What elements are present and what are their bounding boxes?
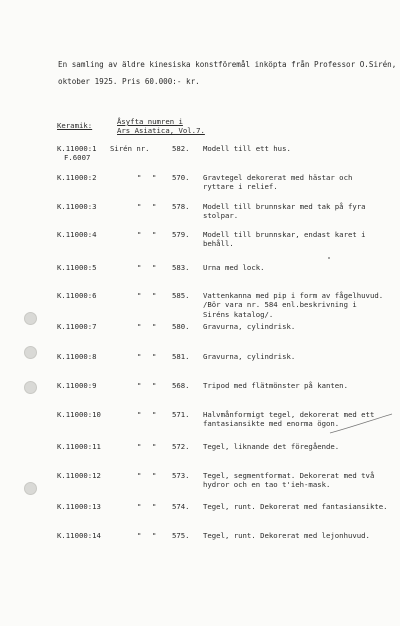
reference-number: 580.: [172, 322, 190, 331]
item-description: stolpar.: [203, 211, 239, 221]
catalog-number: K.11000:5: [57, 263, 97, 272]
item-description: Modell till brunnskar med tak på fyra: [203, 202, 366, 211]
catalog-number: K.11000:12: [57, 471, 101, 480]
ditto-mark: ": [137, 263, 142, 272]
ditto-mark: ": [137, 322, 142, 331]
ditto-mark: ": [137, 442, 142, 451]
ditto-mark: ": [152, 471, 157, 480]
intro-line-1: En samling av äldre kinesiska konstföremål inköpta från Professor O.Sirén,: [58, 60, 397, 69]
reference-number: 575.: [172, 531, 190, 540]
item-description: Tegel, runt. Dekorerat med fantasiansikte.: [203, 502, 388, 511]
ditto-mark: ": [137, 502, 142, 511]
item-description: hydror och en tao t'ieh-mask.: [203, 480, 331, 490]
catalog-number: K.11000:11: [57, 442, 101, 451]
reference-number: 568.: [172, 381, 190, 390]
reference-number: 573.: [172, 471, 190, 480]
reference-heading-line-1: Åsyfta numren i: [117, 117, 183, 126]
ditto-mark: ": [152, 531, 157, 540]
item-description: Gravtegel dekorerat med hästar och: [203, 173, 353, 182]
ditto-mark: ": [152, 291, 157, 300]
ditto-mark: ": [152, 352, 157, 361]
item-description: Tegel, segmentformat. Dekorerat med två: [203, 471, 375, 480]
ditto-mark: ": [137, 291, 142, 300]
item-description: Tegel, runt. Dekorerat med lejonhuvud.: [203, 531, 370, 540]
item-description: Siréns katalog/.: [203, 309, 274, 319]
catalog-number: K.11000:1: [57, 144, 97, 153]
catalog-number: K.11000:6: [57, 291, 97, 300]
item-description: Tripod med flätmönster på kanten.: [203, 381, 348, 390]
reference-number: 582.: [172, 144, 190, 153]
item-description: Modell till ett hus.: [203, 144, 291, 153]
catalog-number: K.11000:10: [57, 410, 101, 419]
ditto-mark: ": [137, 381, 142, 390]
catalog-number: K.11000:7: [57, 322, 97, 331]
ditto-mark: ": [152, 263, 157, 272]
ditto-mark: ": [152, 502, 157, 511]
ditto-mark: ": [152, 442, 157, 451]
ditto-mark: ": [152, 410, 157, 419]
catalog-number-secondary: F.6007: [64, 153, 91, 163]
reference-number: 571.: [172, 410, 190, 419]
reference-number: 578.: [172, 202, 190, 211]
item-description: ryttare i relief.: [203, 182, 278, 192]
ditto-mark: ": [152, 322, 157, 331]
ditto-mark: ": [137, 471, 142, 480]
catalog-number: K.11000:14: [57, 531, 101, 540]
reference-number: 574.: [172, 502, 190, 511]
ditto-mark: ": [137, 202, 142, 211]
catalog-number: K.11000:4: [57, 230, 97, 239]
ditto-mark: ": [152, 381, 157, 390]
item-description: Gravurna, cylindrisk.: [203, 352, 296, 361]
catalog-number: K.11000:3: [57, 202, 97, 211]
item-description: Gravurna, cylindrisk.: [203, 322, 296, 331]
item-description: fantasiansikte med enorma ögon.: [203, 419, 340, 429]
item-description: Modell till brunnskar, endast karet i: [203, 230, 366, 239]
ditto-mark: ": [137, 173, 142, 182]
item-description: Halvmånformigt tegel, dekorerat med ett: [203, 410, 375, 419]
item-description: Vattenkanna med pip i form av fågelhuvud.: [203, 291, 384, 300]
catalog-number: K.11000:9: [57, 381, 97, 390]
reference-number: 579.: [172, 230, 190, 239]
ditto-mark: ": [137, 531, 142, 540]
ditto-mark: ": [152, 202, 157, 211]
reference-number: 585.: [172, 291, 190, 300]
catalog-number: K.11000:2: [57, 173, 97, 182]
ditto-mark: ": [152, 230, 157, 239]
ditto-mark: ": [137, 410, 142, 419]
catalog-number: K.11000:13: [57, 502, 101, 511]
item-description: /Bör vara nr. 584 enl.beskrivning i: [203, 300, 357, 310]
source-label: Sirén nr.: [110, 144, 150, 153]
reference-heading-line-2: Ars Asiatica, Vol.7.: [117, 126, 205, 135]
ditto-mark: ": [137, 230, 142, 239]
ditto-mark: ": [137, 352, 142, 361]
reference-number: 570.: [172, 173, 190, 182]
reference-number: 583.: [172, 263, 190, 272]
item-description: behåll.: [203, 239, 234, 249]
reference-number: 572.: [172, 442, 190, 451]
item-description: Tegel, liknande det föregående.: [203, 442, 340, 451]
intro-line-2: oktober 1925. Pris 60.000:- kr.: [58, 77, 200, 86]
reference-number: 581.: [172, 352, 190, 361]
catalog-number: K.11000:8: [57, 352, 97, 361]
section-heading: Keramik:: [57, 121, 93, 130]
item-description: Urna med lock.: [203, 263, 265, 272]
ditto-mark: ": [152, 173, 157, 182]
